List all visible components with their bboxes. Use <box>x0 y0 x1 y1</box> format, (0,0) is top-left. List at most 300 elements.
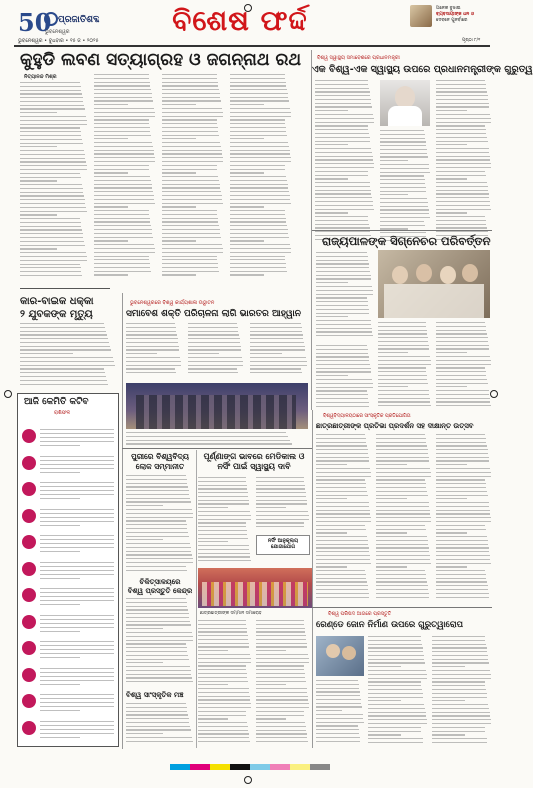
text-line <box>368 731 421 732</box>
text-line <box>230 199 290 200</box>
text-line <box>94 229 152 230</box>
horoscope-title: ଆଜି କେମିତି କଟିବ <box>24 397 89 407</box>
text-line <box>198 538 248 539</box>
text-line <box>126 501 191 502</box>
text-line <box>198 481 246 482</box>
text-line <box>315 80 368 81</box>
text-line <box>20 177 81 178</box>
text-line <box>20 211 87 212</box>
text-line <box>256 620 304 621</box>
text-line <box>436 167 491 168</box>
text-line <box>316 320 371 321</box>
text-line <box>20 116 86 117</box>
text-line <box>436 91 487 92</box>
text-line <box>162 210 217 211</box>
text-line <box>126 617 189 618</box>
university-body-col2 <box>376 434 432 604</box>
text-line <box>20 124 87 125</box>
text-line <box>256 681 306 682</box>
text-line <box>40 517 114 518</box>
text-line <box>256 515 309 516</box>
text-line <box>40 657 80 658</box>
text-line <box>126 613 189 614</box>
text-line <box>436 163 491 164</box>
text-line <box>436 502 489 503</box>
text-line <box>436 457 489 458</box>
text-line <box>316 544 368 545</box>
text-line <box>316 375 348 376</box>
text-line <box>316 589 368 590</box>
text-line <box>316 364 370 365</box>
text-line <box>316 688 359 689</box>
text-line <box>316 360 369 361</box>
horoscope-row <box>21 638 117 665</box>
text-line <box>376 581 427 582</box>
hospital-box-line2: ଯୋଗାଯୋଗ <box>270 544 296 550</box>
text-line <box>94 233 152 234</box>
text-line <box>126 498 190 499</box>
text-line <box>436 186 488 187</box>
zodiac-icon <box>22 509 36 523</box>
text-line <box>230 104 264 105</box>
text-line <box>126 327 176 328</box>
text-line <box>376 585 428 586</box>
text-line <box>40 464 114 465</box>
text-line <box>256 496 306 497</box>
text-line <box>436 394 489 395</box>
text-line <box>188 361 243 362</box>
text-line <box>94 240 128 241</box>
text-line <box>126 722 189 723</box>
text-line <box>316 260 368 261</box>
text-line <box>368 678 427 679</box>
text-line <box>126 342 178 343</box>
mid-body-3 <box>126 703 194 748</box>
text-line <box>376 449 428 450</box>
text-line <box>436 114 490 115</box>
text-line <box>315 178 348 179</box>
text-line <box>376 536 427 537</box>
text-line <box>162 237 221 238</box>
text-line <box>40 482 114 483</box>
text-line <box>256 741 308 742</box>
text-line <box>40 694 114 695</box>
text-line <box>256 511 308 512</box>
text-line <box>436 521 491 522</box>
text-line <box>436 375 486 376</box>
text-line <box>126 677 192 678</box>
text-line <box>376 457 429 458</box>
text-line <box>316 331 372 332</box>
text-line <box>198 620 246 621</box>
text-line <box>316 390 367 391</box>
text-line <box>316 729 359 730</box>
text-line <box>316 495 368 496</box>
text-line <box>20 199 85 200</box>
text-line <box>20 267 81 268</box>
text-line <box>94 74 149 75</box>
text-line <box>198 477 246 478</box>
horoscope-list <box>21 426 117 744</box>
text-line <box>20 173 80 174</box>
text-line <box>436 322 485 323</box>
health-headline: ଏକ ବିଶ୍ୱ-ଏକ ସ୍ୱାସ୍ଥ୍ୟ ଉପରେ ପ୍ରଧାନମନ୍ତ୍ରୀଙ୍କ ଗୁରୁତ୍ୱ <box>312 64 533 75</box>
text-line <box>256 477 304 478</box>
text-line <box>40 441 114 442</box>
text-line <box>126 733 163 734</box>
text-line <box>316 442 366 443</box>
text-line <box>94 252 155 253</box>
text-line <box>436 398 490 399</box>
text-line <box>436 498 467 499</box>
section-rule <box>196 450 197 748</box>
text-line <box>126 606 187 607</box>
text-line <box>376 487 426 488</box>
text-line <box>376 438 426 439</box>
text-line <box>316 498 347 499</box>
text-line <box>250 353 282 354</box>
text-line <box>432 734 465 735</box>
text-line <box>162 225 219 226</box>
text-line <box>250 334 303 335</box>
text-line <box>126 670 191 671</box>
text-line <box>126 547 191 548</box>
text-line <box>230 135 287 136</box>
text-line <box>126 443 292 444</box>
text-line <box>380 138 425 139</box>
text-line <box>316 309 369 310</box>
text-line <box>40 706 114 707</box>
text-line <box>316 733 359 734</box>
text-line <box>94 267 150 268</box>
text-line <box>126 562 193 563</box>
text-line <box>20 101 83 102</box>
text-line <box>162 135 219 136</box>
text-line <box>40 680 114 681</box>
text-line <box>316 394 368 395</box>
text-line <box>126 554 192 555</box>
text-line <box>126 323 175 324</box>
text-line <box>432 742 487 743</box>
text-line <box>316 487 366 488</box>
modi-photo <box>380 80 430 126</box>
text-line <box>94 119 149 120</box>
text-line <box>378 364 431 365</box>
text-line <box>316 525 365 526</box>
bottom-photo <box>316 636 364 676</box>
text-line <box>20 184 82 185</box>
text-line <box>315 209 374 210</box>
text-line <box>256 737 307 738</box>
text-line <box>94 78 149 79</box>
text-line <box>40 445 80 446</box>
text-line <box>316 271 370 272</box>
text-line <box>376 540 428 541</box>
text-line <box>126 674 191 675</box>
text-line <box>40 721 114 722</box>
promo-line-1: ଅନେକ ବୁଝାଇ <box>436 6 461 11</box>
lead-body-col4 <box>230 74 292 282</box>
text-line <box>20 161 86 162</box>
text-line <box>198 669 246 670</box>
text-line <box>94 237 153 238</box>
text-line <box>188 331 238 332</box>
text-line <box>380 156 428 157</box>
text-line <box>250 372 302 373</box>
text-line <box>315 106 372 107</box>
text-line <box>126 598 186 599</box>
text-line <box>40 498 80 499</box>
text-line <box>256 488 305 489</box>
text-line <box>316 316 348 317</box>
registration-mark-icon <box>490 390 498 398</box>
text-line <box>230 252 291 253</box>
mid-sub-headline <box>126 578 194 596</box>
text-line <box>380 225 425 226</box>
text-line <box>94 199 154 200</box>
text-line <box>250 331 302 332</box>
text-line <box>40 574 114 575</box>
text-line <box>230 267 286 268</box>
text-line <box>126 509 192 510</box>
text-line <box>20 323 104 324</box>
summit-body-col2 <box>188 323 244 378</box>
text-line <box>316 597 369 598</box>
text-line <box>436 352 467 353</box>
text-line <box>380 134 425 135</box>
text-line <box>380 175 424 176</box>
text-line <box>316 502 369 503</box>
text-line <box>315 159 373 160</box>
text-line <box>20 264 80 265</box>
text-line <box>126 368 175 369</box>
text-line <box>126 479 187 480</box>
text-line <box>126 621 190 622</box>
text-line <box>256 631 305 632</box>
text-line <box>230 82 286 83</box>
text-line <box>40 596 114 597</box>
text-line <box>376 555 430 556</box>
text-line <box>20 376 106 377</box>
text-line <box>436 125 485 126</box>
text-line <box>378 356 430 357</box>
text-line <box>376 495 428 496</box>
text-line <box>432 731 485 732</box>
lead-body-col1 <box>20 82 88 282</box>
text-line <box>432 640 485 641</box>
text-line <box>162 123 217 124</box>
text-line <box>162 97 220 98</box>
text-line <box>380 145 426 146</box>
text-line <box>20 233 83 234</box>
text-line <box>162 274 196 275</box>
text-line <box>230 138 264 139</box>
text-line <box>230 229 288 230</box>
text-line <box>198 500 249 501</box>
summit-photo <box>126 383 308 429</box>
text-line <box>198 692 249 693</box>
text-line <box>256 635 306 636</box>
text-line <box>436 122 491 123</box>
horoscope-row <box>21 612 117 639</box>
text-line <box>94 259 149 260</box>
zodiac-icon <box>22 535 36 549</box>
text-line <box>378 405 431 406</box>
text-line <box>40 490 114 491</box>
text-line <box>40 578 80 579</box>
text-line <box>436 106 489 107</box>
text-line <box>20 154 85 155</box>
text-line <box>376 476 431 477</box>
text-line <box>256 673 305 674</box>
text-line <box>380 179 425 180</box>
text-line <box>436 491 487 492</box>
text-line <box>162 218 218 219</box>
text-line <box>126 711 187 712</box>
text-line <box>380 168 429 169</box>
text-line <box>436 341 488 342</box>
text-line <box>40 733 114 734</box>
mid-sub-headline-line2: ବିଶ୍ୱ ପ୍ରସ୍ତୁତି କେନ୍ଦ୍ର <box>127 587 193 595</box>
text-line <box>230 184 288 185</box>
text-line <box>315 193 371 194</box>
text-line <box>162 74 217 75</box>
text-line <box>162 142 220 143</box>
lead-body-col3 <box>162 74 224 282</box>
text-line <box>380 221 424 222</box>
text-line <box>162 214 217 215</box>
text-line <box>436 495 488 496</box>
text-line <box>316 695 360 696</box>
text-line <box>126 636 193 637</box>
text-line <box>376 502 429 503</box>
text-line <box>316 387 373 388</box>
text-line <box>432 738 487 739</box>
text-line <box>315 182 370 183</box>
text-line <box>162 176 218 177</box>
text-line <box>368 636 421 637</box>
text-line <box>432 723 491 724</box>
text-line <box>162 93 220 94</box>
text-line <box>256 692 307 693</box>
text-line <box>20 203 85 204</box>
horoscope-row <box>21 506 117 533</box>
text-line <box>198 553 250 554</box>
text-line <box>432 647 487 648</box>
text-line <box>94 108 154 109</box>
text-line <box>316 379 372 380</box>
text-line <box>126 655 188 656</box>
text-line <box>380 187 426 188</box>
text-line <box>94 123 149 124</box>
text-line <box>378 379 427 380</box>
text-line <box>436 401 490 402</box>
text-line <box>376 460 429 461</box>
university-body-col1 <box>316 434 372 604</box>
text-line <box>436 597 489 598</box>
text-line <box>40 698 114 699</box>
text-line <box>316 464 347 465</box>
zodiac-icon <box>22 429 36 443</box>
text-line <box>94 256 149 257</box>
text-line <box>378 337 428 338</box>
text-line <box>20 252 86 253</box>
text-line <box>376 574 426 575</box>
text-line <box>432 697 487 698</box>
text-line <box>126 517 193 518</box>
text-line <box>40 433 114 434</box>
text-line <box>126 647 187 648</box>
text-line <box>316 741 360 742</box>
mid-body-1 <box>126 475 194 575</box>
text-line <box>126 536 189 537</box>
text-line <box>316 256 368 257</box>
text-line <box>230 153 290 154</box>
text-line <box>368 693 423 694</box>
text-line <box>162 146 221 147</box>
horoscope-row <box>21 718 117 745</box>
text-line <box>230 206 264 207</box>
text-line <box>315 216 368 217</box>
text-line <box>188 353 219 354</box>
text-line <box>94 195 154 196</box>
zodiac-icon <box>22 482 36 496</box>
text-line <box>256 722 305 723</box>
hospital-box <box>256 535 310 555</box>
text-line <box>376 563 431 564</box>
text-line <box>230 240 264 241</box>
text-line <box>162 100 221 101</box>
text-line <box>256 684 286 685</box>
text-line <box>126 714 188 715</box>
text-line <box>256 669 304 670</box>
text-line <box>436 95 488 96</box>
text-line <box>126 353 157 354</box>
text-line <box>368 651 423 652</box>
text-line <box>316 725 358 726</box>
text-line <box>126 726 190 727</box>
text-line <box>162 187 220 188</box>
text-line <box>198 658 251 659</box>
summit-headline: ସମାବେଶ ଶକ୍ତି ପରିଚାଳନା ଲାଗି ଭାରତର ଆହ୍ୱାନ <box>126 309 301 319</box>
text-line <box>94 104 128 105</box>
text-line <box>315 220 368 221</box>
text-line <box>256 699 308 700</box>
text-line <box>378 398 430 399</box>
text-line <box>198 624 246 625</box>
text-line <box>94 221 150 222</box>
text-line <box>162 271 219 272</box>
logo-number: 50 <box>18 8 52 37</box>
text-line <box>316 297 367 298</box>
text-line <box>315 224 369 225</box>
text-line <box>316 532 347 533</box>
text-line <box>198 703 251 704</box>
text-line <box>315 205 373 206</box>
text-line <box>380 141 426 142</box>
text-line <box>256 485 305 486</box>
text-line <box>436 529 486 530</box>
text-line <box>126 707 187 708</box>
text-line <box>316 438 366 439</box>
text-line <box>316 453 368 454</box>
text-line <box>315 129 368 130</box>
text-line <box>436 540 488 541</box>
text-line <box>126 570 187 571</box>
text-line <box>94 150 154 151</box>
text-line <box>316 324 371 325</box>
text-line <box>198 560 251 561</box>
